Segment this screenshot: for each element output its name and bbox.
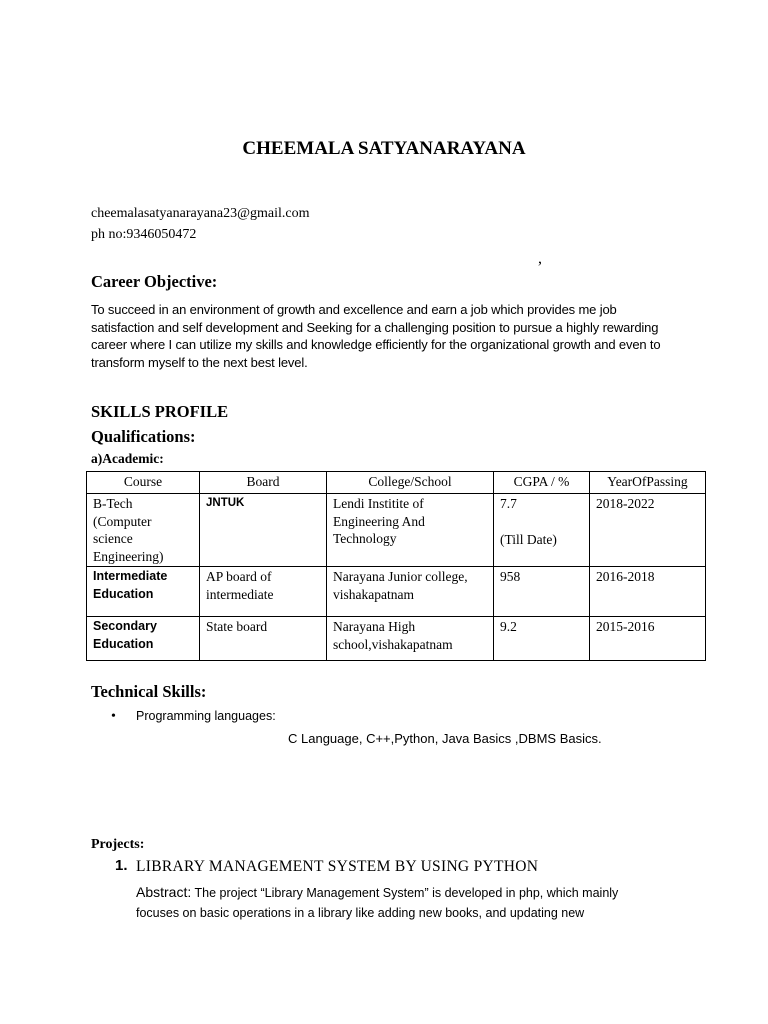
board-cell: JNTUK	[200, 494, 327, 567]
table-row	[87, 567, 706, 617]
candidate-name: CHEEMALA SATYANARAYANA	[242, 138, 526, 159]
phone-number: ph no:9346050472	[91, 227, 197, 242]
cgpa-note: (Till Date)	[500, 531, 557, 547]
column-header-course: Course	[87, 472, 200, 494]
project-title: LIBRARY MANAGEMENT SYSTEM BY USING PYTHON	[136, 858, 539, 875]
email-address: cheemalasatyanarayana23@gmail.com	[91, 206, 310, 221]
academic-table	[86, 471, 706, 661]
course-cell: Secondary Education	[87, 617, 200, 661]
course-cell: B-Tech (Computer science Engineering)	[87, 494, 200, 567]
cgpa-cell: 958	[494, 567, 590, 617]
column-header-cgpa: CGPA / %	[494, 472, 590, 494]
project-number: 1.	[115, 857, 128, 874]
abstract-label: Abstract:	[136, 884, 192, 900]
board-cell: State board	[200, 617, 327, 661]
table-header-row	[87, 472, 706, 494]
year-cell: 2016-2018	[590, 567, 706, 617]
stray-comma: ,	[538, 250, 542, 267]
abstract-text: The project “Library Management System” is developed in php, which mainly focuses on basic operations in a library like adding new books, and updating new	[136, 886, 619, 920]
cgpa-cell: 9.2	[494, 617, 590, 661]
year-cell: 2018-2022	[590, 494, 706, 567]
course-cell: Intermediate Education	[87, 567, 200, 617]
column-header-year: YearOfPassing	[590, 472, 706, 494]
project-abstract	[136, 882, 656, 923]
cgpa-cell	[494, 494, 590, 567]
college-cell: Lendi Institite of Engineering And Technology	[327, 494, 494, 567]
table-row	[87, 494, 706, 567]
career-objective-text: To succeed in an environment of growth and excellence and earn a job which provides me job satisfaction and self development and Seeking for a challenging position to pursue a highly rewarding career where I can utilize my skills and knowledge efficiently for the organizational growth and even to transform myself to the next best level.	[91, 302, 661, 370]
qualifications-heading: Qualifications:	[91, 427, 196, 446]
career-objective-heading: Career Objective:	[91, 272, 218, 291]
college-cell: Narayana High school,vishakapatnam	[327, 617, 494, 661]
bullet-icon: •	[111, 709, 116, 724]
programming-languages-value: C Language, C++,Python, Java Basics ,DBMS Basics.	[288, 731, 602, 746]
column-header-college: College/School	[327, 472, 494, 494]
board-cell: AP board of intermediate	[200, 567, 327, 617]
technical-skills-heading: Technical Skills:	[91, 682, 207, 701]
academic-heading: a)Academic:	[91, 451, 164, 466]
programming-languages-label: Programming languages:	[136, 709, 276, 723]
projects-heading: Projects:	[91, 837, 145, 852]
column-header-board: Board	[200, 472, 327, 494]
skills-profile-heading: SKILLS PROFILE	[91, 402, 229, 421]
table-row	[87, 617, 706, 661]
college-cell: Narayana Junior college, vishakapatnam	[327, 567, 494, 617]
year-cell: 2015-2016	[590, 617, 706, 661]
cgpa-value: 7.7	[500, 496, 517, 511]
